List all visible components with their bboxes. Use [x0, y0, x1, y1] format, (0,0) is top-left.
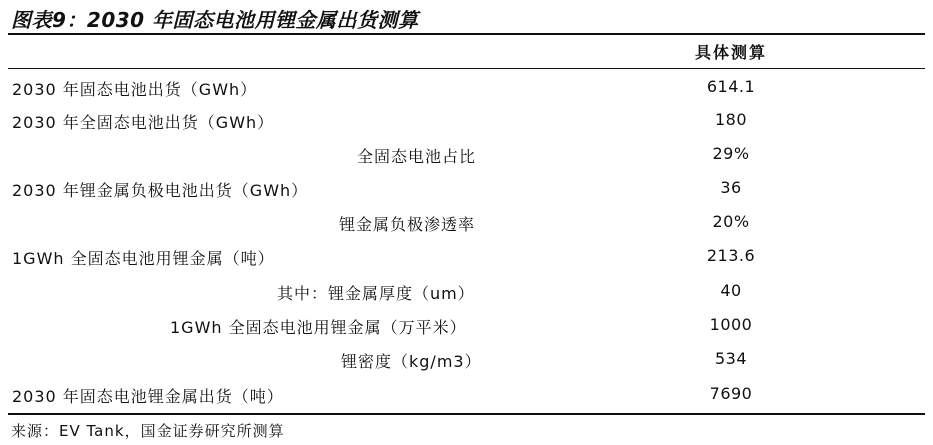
source-note: 来源：EV Tank，国金证券研究所测算 — [11, 422, 285, 440]
header-rule — [8, 68, 925, 69]
row-value: 40 — [720, 281, 742, 300]
table-row — [8, 275, 925, 309]
row-label: 2030 年全固态电池出货（GWh） — [12, 113, 275, 132]
row-label: 2030 年锂金属负极电池出货（GWh） — [12, 181, 309, 200]
table-row — [8, 104, 925, 138]
figure-title: 图表9：2030 年固态电池用锂金属出货测算 — [11, 8, 419, 32]
table-row — [8, 378, 925, 412]
table-row — [8, 343, 925, 377]
row-label: 1GWh 全固态电池用锂金属（吨） — [12, 249, 275, 268]
row-value: 1000 — [709, 315, 753, 334]
row-value: 7690 — [709, 384, 753, 403]
top-rule — [8, 33, 925, 35]
table-row — [8, 309, 925, 343]
row-label: 全固态电池占比 — [357, 147, 477, 166]
table-row — [8, 206, 925, 240]
row-label: 2030 年固态电池出货（GWh） — [12, 80, 258, 99]
row-value: 534 — [714, 349, 748, 368]
row-label: 1GWh 全固态电池用锂金属（万平米） — [170, 318, 467, 337]
row-value: 36 — [720, 178, 742, 197]
row-value: 20% — [712, 212, 750, 231]
row-label: 锂密度（kg/m3） — [341, 352, 482, 371]
table-row — [8, 240, 925, 274]
row-value: 29% — [712, 144, 750, 163]
bottom-rule — [8, 413, 925, 415]
table-row — [8, 138, 925, 172]
row-label: 2030 年固态电池锂金属出货（吨） — [12, 387, 284, 406]
table-row — [8, 71, 925, 105]
row-label: 锂金属负极渗透率 — [339, 215, 476, 234]
row-value: 180 — [714, 110, 748, 129]
table-row — [8, 172, 925, 206]
row-label: 其中：锂金属厚度（um） — [277, 284, 475, 303]
row-value: 614.1 — [706, 77, 756, 96]
column-header: 具体测算 — [694, 43, 767, 62]
row-value: 213.6 — [706, 246, 756, 265]
